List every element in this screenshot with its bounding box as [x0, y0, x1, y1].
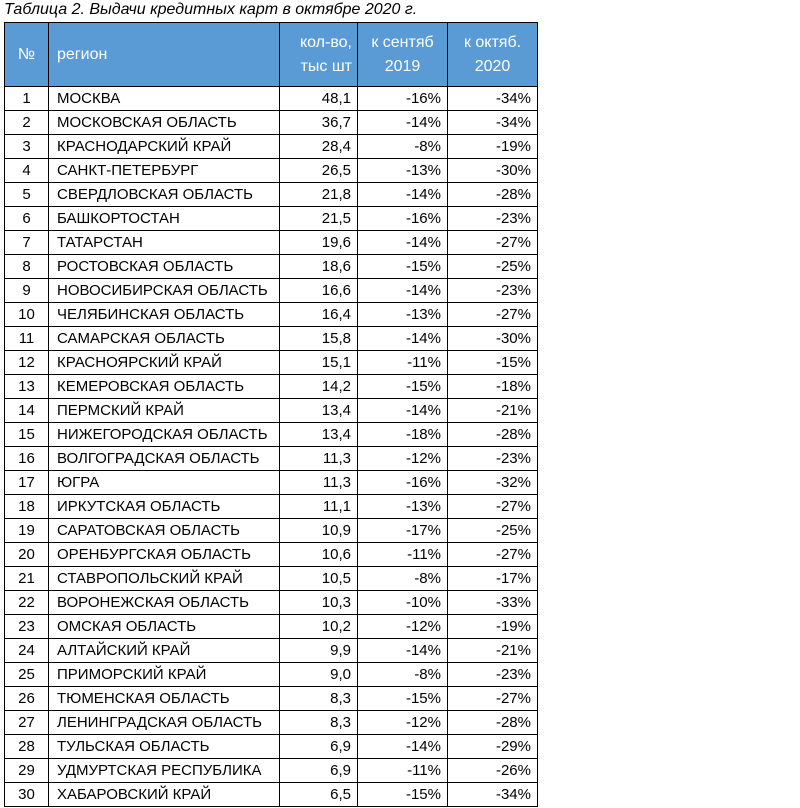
change-vs-september: -14% [358, 183, 448, 207]
change-vs-october: -25% [448, 255, 538, 279]
table-row [5, 783, 538, 807]
region-name: САРАТОВСКАЯ ОБЛАСТЬ [49, 519, 280, 543]
table-row [5, 639, 538, 663]
change-vs-october: -26% [448, 759, 538, 783]
count-value: 16,6 [280, 279, 358, 303]
region-name: ВОЛГОГРАДСКАЯ ОБЛАСТЬ [49, 447, 280, 471]
change-vs-october: -34% [448, 783, 538, 807]
header-vs-september-line2: 2019 [384, 57, 421, 75]
row-number: 28 [5, 735, 49, 759]
change-vs-october: -21% [448, 399, 538, 423]
count-value: 14,2 [280, 375, 358, 399]
row-number: 1 [5, 87, 49, 111]
row-number: 21 [5, 567, 49, 591]
change-vs-september: -16% [358, 471, 448, 495]
change-vs-september: -11% [358, 759, 448, 783]
table-row [5, 759, 538, 783]
change-vs-september: -14% [358, 399, 448, 423]
table-row [5, 711, 538, 735]
row-number: 29 [5, 759, 49, 783]
row-number: 20 [5, 543, 49, 567]
table-row [5, 135, 538, 159]
region-name: ТЮМЕНСКАЯ ОБЛАСТЬ [49, 687, 280, 711]
change-vs-september: -15% [358, 375, 448, 399]
region-name: ХАБАРОВСКИЙ КРАЙ [49, 783, 280, 807]
region-name: МОСКОВСКАЯ ОБЛАСТЬ [49, 111, 280, 135]
change-vs-september: -8% [358, 567, 448, 591]
table-row [5, 327, 538, 351]
table-row [5, 471, 538, 495]
table-row [5, 447, 538, 471]
count-value: 8,3 [280, 687, 358, 711]
count-value: 48,1 [280, 87, 358, 111]
header-vs-september [358, 23, 448, 87]
count-value: 6,9 [280, 759, 358, 783]
row-number: 25 [5, 663, 49, 687]
change-vs-october: -21% [448, 639, 538, 663]
change-vs-september: -14% [358, 231, 448, 255]
region-name: СТАВРОПОЛЬСКИЙ КРАЙ [49, 567, 280, 591]
count-value: 36,7 [280, 111, 358, 135]
count-value: 13,4 [280, 399, 358, 423]
count-value: 15,1 [280, 351, 358, 375]
change-vs-october: -23% [448, 207, 538, 231]
change-vs-october: -23% [448, 663, 538, 687]
change-vs-september: -12% [358, 447, 448, 471]
table-row [5, 423, 538, 447]
change-vs-october: -27% [448, 543, 538, 567]
count-value: 13,4 [280, 423, 358, 447]
count-value: 21,8 [280, 183, 358, 207]
region-name: СВЕРДЛОВСКАЯ ОБЛАСТЬ [49, 183, 280, 207]
table-row [5, 111, 538, 135]
change-vs-october: -30% [448, 327, 538, 351]
change-vs-october: -15% [448, 351, 538, 375]
table-row [5, 591, 538, 615]
count-value: 11,3 [280, 471, 358, 495]
change-vs-september: -15% [358, 255, 448, 279]
table-row [5, 207, 538, 231]
change-vs-september: -16% [358, 87, 448, 111]
change-vs-october: -34% [448, 111, 538, 135]
table-row [5, 567, 538, 591]
count-value: 9,9 [280, 639, 358, 663]
region-name: ОРЕНБУРГСКАЯ ОБЛАСТЬ [49, 543, 280, 567]
row-number: 12 [5, 351, 49, 375]
region-name: ПРИМОРСКИЙ КРАЙ [49, 663, 280, 687]
change-vs-september: -13% [358, 303, 448, 327]
change-vs-september: -14% [358, 111, 448, 135]
change-vs-october: -23% [448, 447, 538, 471]
region-name: РОСТОВСКАЯ ОБЛАСТЬ [49, 255, 280, 279]
region-name: ОМСКАЯ ОБЛАСТЬ [49, 615, 280, 639]
change-vs-october: -29% [448, 735, 538, 759]
row-number: 3 [5, 135, 49, 159]
count-value: 15,8 [280, 327, 358, 351]
region-name: НИЖЕГОРОДСКАЯ ОБЛАСТЬ [49, 423, 280, 447]
count-value: 21,5 [280, 207, 358, 231]
change-vs-october: -27% [448, 687, 538, 711]
change-vs-september: -8% [358, 663, 448, 687]
count-value: 6,9 [280, 735, 358, 759]
row-number: 13 [5, 375, 49, 399]
region-name: УДМУРТСКАЯ РЕСПУБЛИКА [49, 759, 280, 783]
count-value: 19,6 [280, 231, 358, 255]
header-vs-september-line1: к сентяб [371, 33, 434, 51]
count-value: 8,3 [280, 711, 358, 735]
count-value: 18,6 [280, 255, 358, 279]
count-value: 6,5 [280, 783, 358, 807]
row-number: 14 [5, 399, 49, 423]
table-row [5, 543, 538, 567]
table-row [5, 87, 538, 111]
region-name: ПЕРМСКИЙ КРАЙ [49, 399, 280, 423]
change-vs-september: -10% [358, 591, 448, 615]
row-number: 27 [5, 711, 49, 735]
row-number: 19 [5, 519, 49, 543]
change-vs-october: -23% [448, 279, 538, 303]
change-vs-october: -19% [448, 135, 538, 159]
region-name: ЮГРА [49, 471, 280, 495]
change-vs-october: -28% [448, 711, 538, 735]
count-value: 10,3 [280, 591, 358, 615]
count-value: 26,5 [280, 159, 358, 183]
row-number: 7 [5, 231, 49, 255]
change-vs-september: -14% [358, 279, 448, 303]
region-name: САМАРСКАЯ ОБЛАСТЬ [49, 327, 280, 351]
header-row [5, 23, 538, 87]
change-vs-september: -14% [358, 735, 448, 759]
change-vs-september: -11% [358, 351, 448, 375]
region-name: КЕМЕРОВСКАЯ ОБЛАСТЬ [49, 375, 280, 399]
table-row [5, 279, 538, 303]
region-name: ЧЕЛЯБИНСКАЯ ОБЛАСТЬ [49, 303, 280, 327]
region-name: МОСКВА [49, 87, 280, 111]
count-value: 10,2 [280, 615, 358, 639]
table-row [5, 519, 538, 543]
change-vs-october: -28% [448, 183, 538, 207]
count-value: 11,3 [280, 447, 358, 471]
region-name: КРАСНОДАРСКИЙ КРАЙ [49, 135, 280, 159]
change-vs-september: -12% [358, 615, 448, 639]
count-value: 10,9 [280, 519, 358, 543]
header-region: регион [49, 23, 280, 87]
header-vs-october-line1: к октяб. [463, 33, 522, 51]
count-value: 28,4 [280, 135, 358, 159]
table-header [5, 23, 538, 87]
change-vs-october: -25% [448, 519, 538, 543]
table-row [5, 399, 538, 423]
region-name: САНКТ-ПЕТЕРБУРГ [49, 159, 280, 183]
row-number: 23 [5, 615, 49, 639]
region-name: ЛЕНИНГРАДСКАЯ ОБЛАСТЬ [49, 711, 280, 735]
count-value: 9,0 [280, 663, 358, 687]
count-value: 10,5 [280, 567, 358, 591]
change-vs-september: -14% [358, 639, 448, 663]
region-name: ИРКУТСКАЯ ОБЛАСТЬ [49, 495, 280, 519]
change-vs-october: -33% [448, 591, 538, 615]
count-value: 10,6 [280, 543, 358, 567]
change-vs-september: -11% [358, 543, 448, 567]
row-number: 5 [5, 183, 49, 207]
row-number: 10 [5, 303, 49, 327]
table-body [5, 87, 538, 807]
row-number: 18 [5, 495, 49, 519]
change-vs-october: -28% [448, 423, 538, 447]
table-row [5, 159, 538, 183]
change-vs-october: -30% [448, 159, 538, 183]
change-vs-october: -19% [448, 615, 538, 639]
table-row [5, 255, 538, 279]
change-vs-october: -17% [448, 567, 538, 591]
change-vs-september: -13% [358, 495, 448, 519]
region-name: ТАТАРСТАН [49, 231, 280, 255]
row-number: 15 [5, 423, 49, 447]
row-number: 26 [5, 687, 49, 711]
region-name: НОВОСИБИРСКАЯ ОБЛАСТЬ [49, 279, 280, 303]
change-vs-october: -18% [448, 375, 538, 399]
credit-cards-table [4, 22, 538, 807]
change-vs-september: -8% [358, 135, 448, 159]
change-vs-october: -34% [448, 87, 538, 111]
table-row [5, 495, 538, 519]
region-name: БАШКОРТОСТАН [49, 207, 280, 231]
region-name: АЛТАЙСКИЙ КРАЙ [49, 639, 280, 663]
row-number: 9 [5, 279, 49, 303]
row-number: 8 [5, 255, 49, 279]
row-number: 24 [5, 639, 49, 663]
change-vs-september: -15% [358, 783, 448, 807]
region-name: ТУЛЬСКАЯ ОБЛАСТЬ [49, 735, 280, 759]
header-vs-october [448, 23, 538, 87]
row-number: 30 [5, 783, 49, 807]
table-row [5, 615, 538, 639]
change-vs-september: -16% [358, 207, 448, 231]
region-name: ВОРОНЕЖСКАЯ ОБЛАСТЬ [49, 591, 280, 615]
change-vs-september: -15% [358, 687, 448, 711]
row-number: 2 [5, 111, 49, 135]
header-count-line1: кол-во, [299, 33, 352, 51]
header-vs-october-line2: 2020 [474, 57, 511, 75]
change-vs-october: -27% [448, 303, 538, 327]
header-count-line2: тыс шт [300, 57, 352, 75]
row-number: 6 [5, 207, 49, 231]
table-row [5, 663, 538, 687]
table-caption: Таблица 2. Выдачи кредитных карт в октябре 2020 г. [4, 1, 418, 18]
count-value: 11,1 [280, 495, 358, 519]
row-number: 22 [5, 591, 49, 615]
table-row [5, 375, 538, 399]
change-vs-september: -14% [358, 327, 448, 351]
change-vs-october: -27% [448, 231, 538, 255]
table-row [5, 183, 538, 207]
change-vs-october: -27% [448, 495, 538, 519]
change-vs-september: -12% [358, 711, 448, 735]
count-value: 16,4 [280, 303, 358, 327]
change-vs-september: -18% [358, 423, 448, 447]
row-number: 16 [5, 447, 49, 471]
header-number: № [5, 23, 49, 87]
row-number: 17 [5, 471, 49, 495]
table-row [5, 735, 538, 759]
table-row [5, 687, 538, 711]
change-vs-september: -17% [358, 519, 448, 543]
change-vs-september: -13% [358, 159, 448, 183]
row-number: 4 [5, 159, 49, 183]
table-row [5, 351, 538, 375]
change-vs-october: -32% [448, 471, 538, 495]
region-name: КРАСНОЯРСКИЙ КРАЙ [49, 351, 280, 375]
table-row [5, 231, 538, 255]
table-row [5, 303, 538, 327]
header-count [280, 23, 358, 87]
row-number: 11 [5, 327, 49, 351]
